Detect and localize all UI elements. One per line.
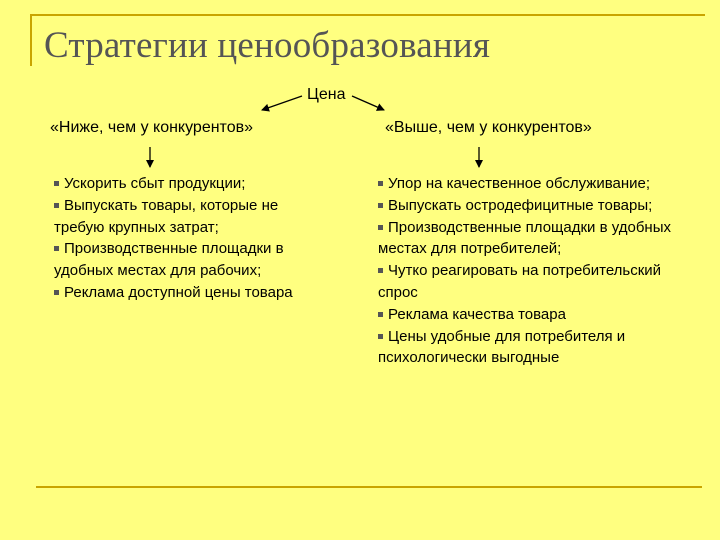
list-item bbox=[54, 195, 324, 239]
list-item-text: Ускорить сбыт продукции; bbox=[64, 175, 246, 192]
slide-frame-bottom-line bbox=[36, 486, 702, 488]
bullet-square-icon bbox=[54, 203, 59, 208]
bullet-square-icon bbox=[378, 312, 383, 317]
lower-than-competitors-heading: «Ниже, чем у конкурентов» bbox=[50, 119, 253, 136]
bullet-square-icon bbox=[54, 181, 59, 186]
bullet-square-icon bbox=[378, 225, 383, 230]
list-item-text: Реклама доступной цены товара bbox=[64, 283, 293, 301]
list-item-text: Производственные площадки в удобных местах для рабочих; bbox=[54, 240, 284, 280]
list-item-text: Реклама качества товара bbox=[388, 305, 566, 323]
arrow-to-higher-strategy bbox=[352, 96, 384, 110]
bullet-square-icon bbox=[378, 334, 383, 339]
list-item bbox=[378, 173, 698, 195]
list-item bbox=[378, 326, 698, 370]
lower-strategy-list bbox=[54, 173, 324, 304]
list-item-text: Производственные площадки в удобных местах для потребителей; bbox=[378, 218, 671, 258]
list-item bbox=[378, 195, 698, 217]
bullet-square-icon bbox=[378, 181, 383, 186]
slide-title: Стратегии ценообразования bbox=[44, 25, 491, 66]
bullet-square-icon bbox=[54, 290, 59, 295]
list-item-text: Выпускать остродефицитные товары; bbox=[388, 196, 653, 214]
list-item bbox=[54, 282, 324, 304]
list-item bbox=[378, 260, 698, 304]
list-item-text: Выпускать товары, которые не требую крупных затрат; bbox=[54, 196, 279, 236]
list-item-text: Цены удобные для потребителя и психологически выгодные bbox=[378, 327, 626, 367]
price-label: Цена bbox=[307, 86, 346, 103]
bullet-square-icon bbox=[378, 268, 383, 273]
list-item bbox=[54, 173, 324, 195]
list-item bbox=[54, 238, 324, 282]
bullet-square-icon bbox=[378, 203, 383, 208]
arrow-to-lower-strategy bbox=[262, 96, 302, 110]
list-item bbox=[378, 304, 698, 326]
higher-than-competitors-heading: «Выше, чем у конкурентов» bbox=[385, 119, 592, 136]
higher-strategy-list bbox=[378, 173, 698, 369]
list-item-text: Чутко реагировать на потребительский спрос bbox=[378, 262, 662, 301]
list-item bbox=[378, 217, 698, 261]
slide-frame-top-line bbox=[30, 14, 705, 16]
bullet-square-icon bbox=[54, 246, 59, 251]
slide-frame-left-line bbox=[30, 14, 32, 66]
list-item-text: Упор на качественное обслуживание; bbox=[388, 175, 651, 192]
